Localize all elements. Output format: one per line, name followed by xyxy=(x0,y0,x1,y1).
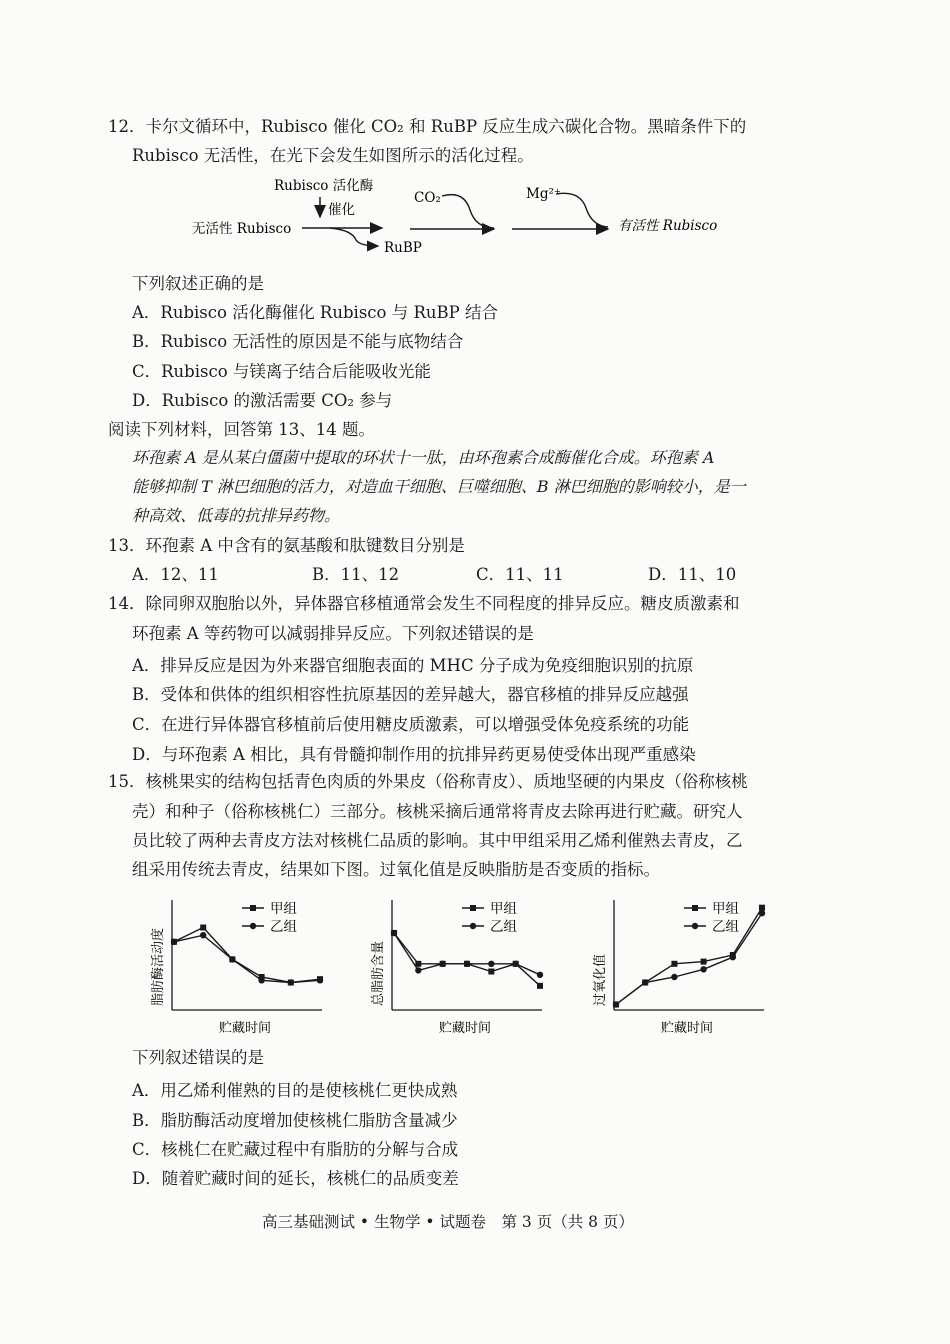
q15-stem-line2: 壳）和种子（俗称核桃仁）三部分。核桃采摘后通常将青皮去除再进行贮藏。研究人 xyxy=(132,802,743,821)
q13-option-b: B．11、12 xyxy=(312,565,400,584)
q14-option-b: B．受体和供体的组织相容性抗原基因的差异越大，器官移植的排异反应越强 xyxy=(132,685,689,704)
data-point-square xyxy=(488,969,494,975)
series-line-yi xyxy=(616,913,762,1004)
data-point-circle xyxy=(700,966,706,972)
data-point-square xyxy=(415,961,421,967)
activase-label: Rubisco 活化酶 xyxy=(274,178,374,194)
series-line-jia xyxy=(174,928,320,983)
active-rubisco-label: 有活性 Rubisco xyxy=(618,218,718,234)
mg-label: Mg²⁺ xyxy=(526,186,562,202)
rubisco-activation-diagram xyxy=(180,172,760,262)
legend-marker-circle xyxy=(250,923,256,929)
data-point-square xyxy=(671,961,677,967)
data-point-circle xyxy=(415,967,421,973)
q13-option-d: D．11、10 xyxy=(648,565,737,584)
q13-option-c: C．11、11 xyxy=(476,565,564,584)
mg-curve xyxy=(556,193,608,227)
q14-stem-line1: 14．除同卵双胞胎以外，异体器官移植通常会发生不同程度的排异反应。糖皮质激素和 xyxy=(108,594,740,613)
q15-option-a: A．用乙烯利催熟的目的是使核桃仁更快成熟 xyxy=(132,1081,458,1100)
rubp-label: RuBP xyxy=(384,240,422,256)
data-point-circle xyxy=(288,979,294,985)
series-line-jia xyxy=(616,908,762,1005)
q15-option-d: D．随着贮藏时间的延长，核桃仁的品质变差 xyxy=(132,1169,459,1188)
legend-marker-square xyxy=(250,905,256,911)
legend-marker-square xyxy=(470,905,476,911)
q14-option-c: C．在进行异体器官移植前后使用糖皮质激素，可以增强受体免疫系统的功能 xyxy=(132,715,690,734)
data-point-circle xyxy=(258,977,264,983)
q14-option-a: A．排异反应是因为外来器官细胞表面的 MHC 分子成为免疫细胞识别的抗原 xyxy=(132,656,694,675)
data-point-circle xyxy=(317,977,323,983)
material-line-1: 环孢素 A 是从某白僵菌中提取的环状十一肽，由环孢素合成酶催化合成。环孢素 A xyxy=(132,448,715,467)
chart-total-fat xyxy=(360,892,560,1042)
q12-option-b: B．Rubisco 无活性的原因是不能与底物结合 xyxy=(132,332,464,351)
data-point-circle xyxy=(613,1001,619,1007)
x-axis-label: 贮藏时间 xyxy=(439,1021,492,1036)
catalyze-label: 催化 xyxy=(328,202,355,218)
material-line-2: 能够抑制 T 淋巴细胞的活力，对造血干细胞、巨噬细胞、B 淋巴细胞的影响较小，是一 xyxy=(132,477,746,496)
q12-option-a: A．Rubisco 活化酶催化 Rubisco 与 RuBP 结合 xyxy=(132,303,498,322)
chart-lipase-activity xyxy=(140,892,340,1042)
y-axis-label: 过氧化值 xyxy=(593,953,608,1006)
data-point-circle xyxy=(391,930,397,936)
q13-option-a: A．12、11 xyxy=(132,565,219,584)
data-point-circle xyxy=(200,932,206,938)
data-point-circle xyxy=(171,939,177,945)
q12-prompt: 下列叙述正确的是 xyxy=(132,274,264,293)
q15-stem-line1: 15．核桃果实的结构包括青色肉质的外果皮（俗称青皮）、质地坚硬的内果皮（俗称核桃 xyxy=(108,772,748,791)
legend-label: 甲组 xyxy=(270,901,297,917)
q15-stem-line3: 员比较了两种去青皮方法对核桃仁品质的影响。其中甲组采用乙烯利催熟去青皮，乙 xyxy=(132,831,743,850)
data-point-circle xyxy=(730,954,736,960)
data-point-circle xyxy=(512,961,518,967)
q15-option-c: C．核桃仁在贮藏过程中有脂肪的分解与合成 xyxy=(132,1140,459,1159)
data-point-circle xyxy=(488,961,494,967)
data-point-square xyxy=(701,959,707,965)
q15-stem-line4: 组采用传统去青皮，结果如下图。过氧化值是反映脂肪是否变质的指标。 xyxy=(132,860,660,879)
q14-stem-line2: 环孢素 A 等药物可以减弱排异反应。下列叙述错误的是 xyxy=(132,624,534,643)
reading-intro: 阅读下列材料，回答第 13、14 题。 xyxy=(108,420,375,439)
data-point-square xyxy=(537,983,543,989)
data-point-circle xyxy=(759,910,765,916)
chart-peroxide-value xyxy=(582,892,782,1042)
q12-option-c: C．Rubisco 与镁离子结合后能吸收光能 xyxy=(132,362,431,381)
series-line-jia xyxy=(394,933,540,986)
legend-label: 乙组 xyxy=(712,919,739,935)
data-point-square xyxy=(200,925,206,931)
data-point-circle xyxy=(671,974,677,980)
x-axis-label: 贮藏时间 xyxy=(219,1021,272,1036)
q15-option-b: B．脂肪酶活动度增加使核桃仁脂肪含量减少 xyxy=(132,1111,458,1130)
data-point-circle xyxy=(229,956,235,962)
y-axis-label: 总脂肪含量 xyxy=(371,940,386,1006)
data-point-circle xyxy=(464,961,470,967)
legend-marker-circle xyxy=(470,923,476,929)
legend-marker-square xyxy=(692,905,698,911)
inactive-rubisco-label: 无活性 Rubisco xyxy=(192,221,292,237)
page-footer: 高三基础测试 • 生物学 • 试题卷 第 3 页（共 8 页） xyxy=(262,1213,634,1231)
q12-stem-line2: Rubisco 无活性，在光下会发生如图所示的活化过程。 xyxy=(132,146,534,165)
y-axis-label: 脂肪酶活动度 xyxy=(151,927,166,1006)
rubp-branch-arrow xyxy=(330,228,378,246)
series-line-yi xyxy=(174,935,320,982)
q14-option-d: D．与环孢素 A 相比，具有骨髓抑制作用的抗排异药更易使受体出现严重感染 xyxy=(132,745,696,764)
legend-label: 甲组 xyxy=(712,901,739,917)
legend-label: 乙组 xyxy=(270,919,297,935)
material-line-3: 种高效、低毒的抗排异药物。 xyxy=(132,506,341,525)
q12-option-d: D．Rubisco 的激活需要 CO₂ 参与 xyxy=(132,391,393,410)
legend-label: 乙组 xyxy=(490,919,517,935)
q13-stem: 13．环孢素 A 中含有的氨基酸和肽键数目分别是 xyxy=(108,536,465,555)
legend-label: 甲组 xyxy=(490,901,517,917)
data-point-square xyxy=(759,905,765,911)
data-point-circle xyxy=(537,972,543,978)
legend-marker-circle xyxy=(692,923,698,929)
data-point-circle xyxy=(642,979,648,985)
data-point-circle xyxy=(439,961,445,967)
co2-curve xyxy=(442,195,494,228)
x-axis-label: 贮藏时间 xyxy=(661,1021,714,1036)
q15-prompt: 下列叙述错误的是 xyxy=(132,1048,264,1067)
co2-label: CO₂ xyxy=(414,190,441,206)
q12-stem-line1: 12．卡尔文循环中，Rubisco 催化 CO₂ 和 RuBP 反应生成六碳化合物。黑暗条件下的 xyxy=(108,117,747,136)
